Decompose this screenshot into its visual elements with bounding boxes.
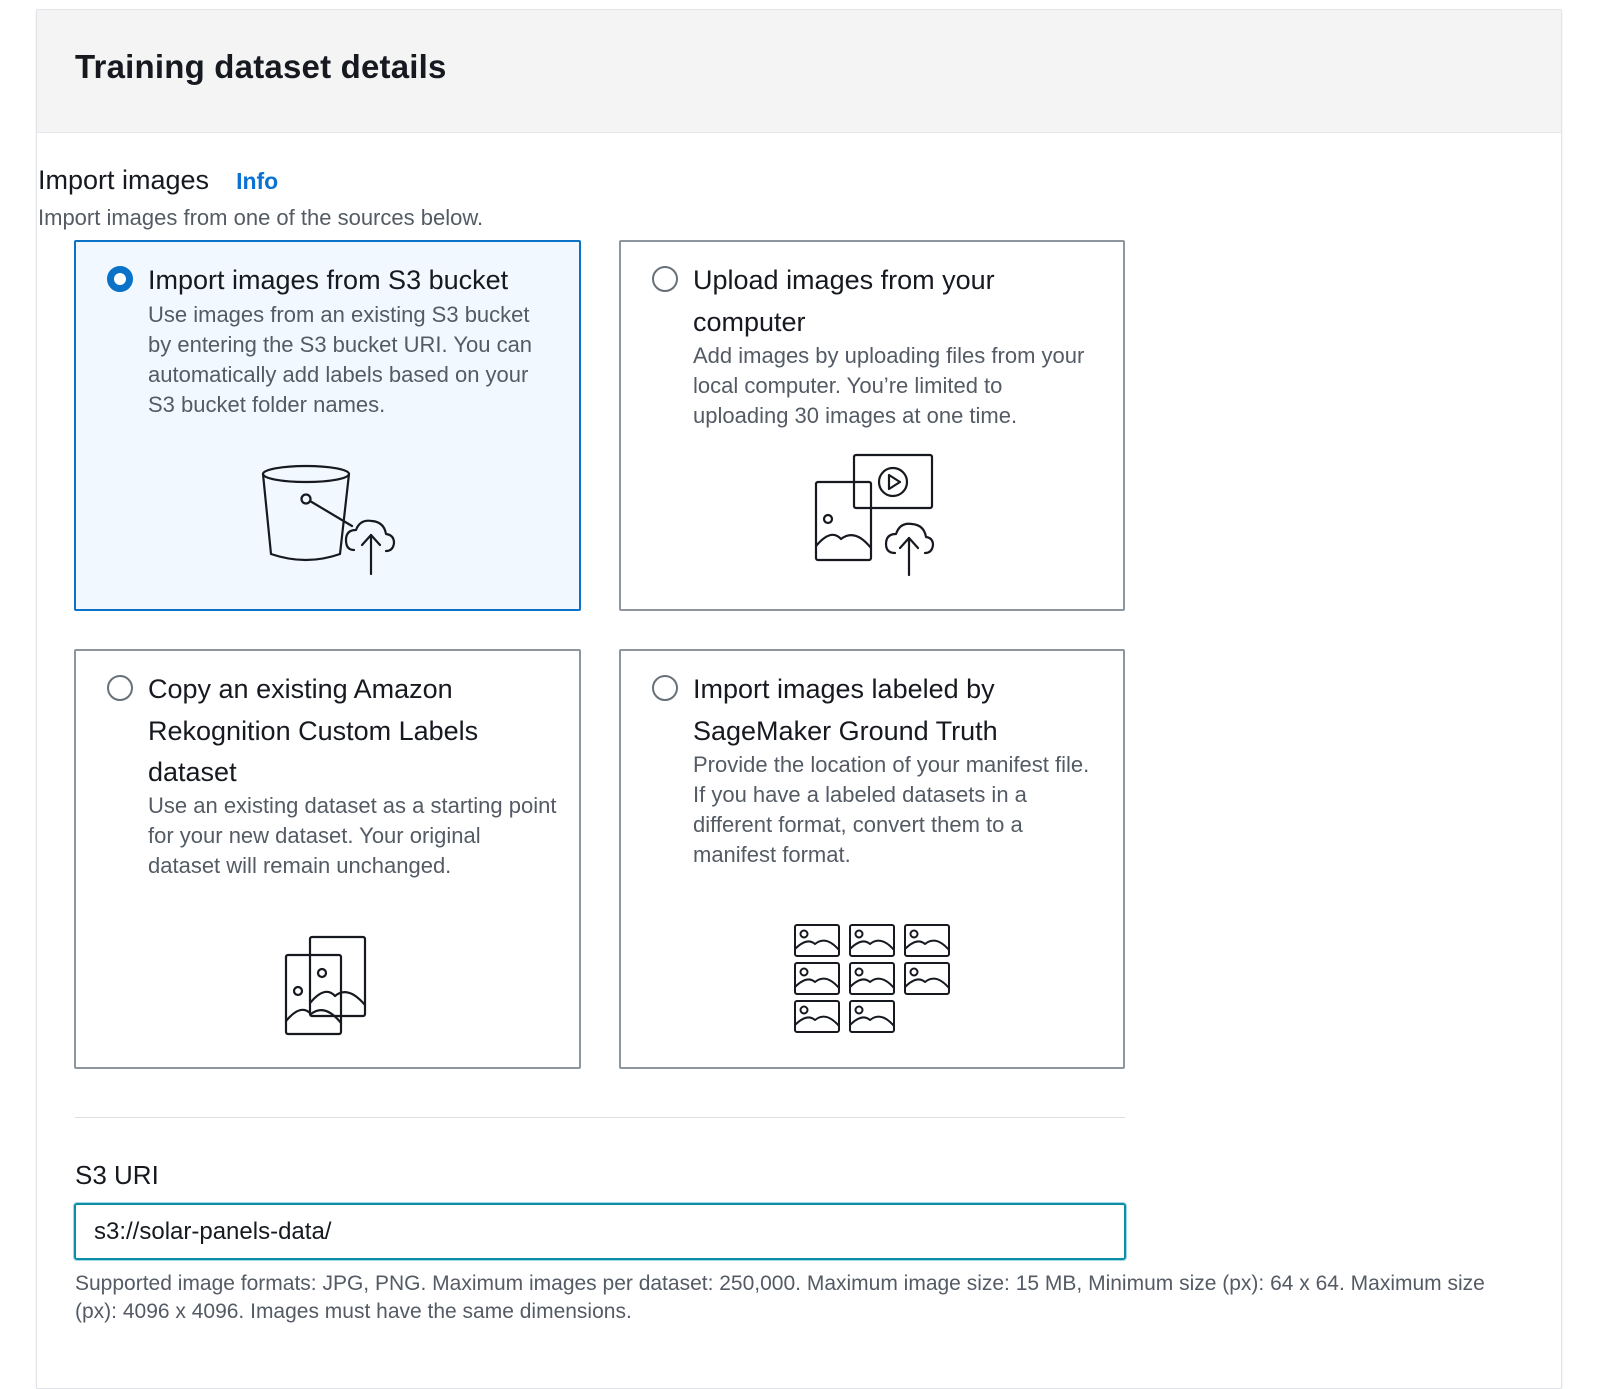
tile-import-s3[interactable] (74, 240, 581, 611)
s3-bucket-upload-icon (256, 464, 406, 579)
import-images-description: Import images from one of the sources below. (38, 205, 484, 230)
tile-title: Upload images from your computer (693, 265, 995, 337)
radio-import-s3[interactable] (107, 266, 133, 292)
tile-description: Use images from an existing S3 bucket by entering the S3 bucket URI. You can automatically add labels based on your S3 bucket folder names. (148, 302, 533, 417)
grid-image-icon (850, 963, 894, 994)
tile-upload-computer[interactable] (619, 240, 1125, 611)
radio-copy-dataset[interactable] (107, 675, 133, 701)
tile-description: Use an existing dataset as a starting point for your new dataset. Your original dataset will remain unchanged. (148, 793, 557, 878)
tile-sagemaker-ground-truth[interactable] (619, 649, 1125, 1069)
radio-sagemaker-ground-truth[interactable] (652, 675, 678, 701)
tile-description: Provide the location of your manifest file. If you have a labeled datasets in a different format, convert them to a manifest format. (693, 752, 1090, 867)
radio-upload-computer[interactable] (652, 266, 678, 292)
tile-title: Copy an existing Amazon Rekognition Custom Labels dataset (148, 674, 479, 787)
grid-image-icon (795, 925, 839, 956)
copy-dataset-icon (281, 933, 371, 1038)
grid-image-icon (905, 963, 949, 994)
tile-title: Import images from S3 bucket (148, 265, 509, 295)
grid-image-icon (905, 925, 949, 956)
section-divider (75, 1117, 1125, 1118)
import-images-label-row (38, 165, 278, 196)
info-link[interactable]: Info (236, 168, 279, 194)
image-grid-icon (791, 921, 956, 1036)
grid-image-icon (850, 1001, 894, 1032)
panel-header (37, 10, 1561, 133)
s3-uri-constraint-text: Supported image formats: JPG, PNG. Maximum images per dataset: 250,000. Maximum image size: 15 MB, Minimum size (px): 64 x 64. Maximum size (px): 4096 x 4096. Images must have the same dimensions. (75, 1272, 1485, 1323)
grid-image-icon (795, 963, 839, 994)
s3-uri-label: S3 URI (75, 1160, 159, 1190)
tile-title: Import images labeled by SageMaker Ground Truth (693, 674, 998, 746)
import-images-label: Import images (38, 165, 210, 195)
grid-image-icon (795, 1001, 839, 1032)
s3-uri-input[interactable] (74, 1203, 1126, 1260)
tile-copy-dataset[interactable] (74, 649, 581, 1069)
media-upload-icon (811, 452, 946, 582)
panel-title: Training dataset details (75, 48, 447, 85)
grid-image-icon (850, 925, 894, 956)
tile-description: Add images by uploading files from your local computer. You’re limited to uploading 30 images at one time. (693, 343, 1085, 428)
